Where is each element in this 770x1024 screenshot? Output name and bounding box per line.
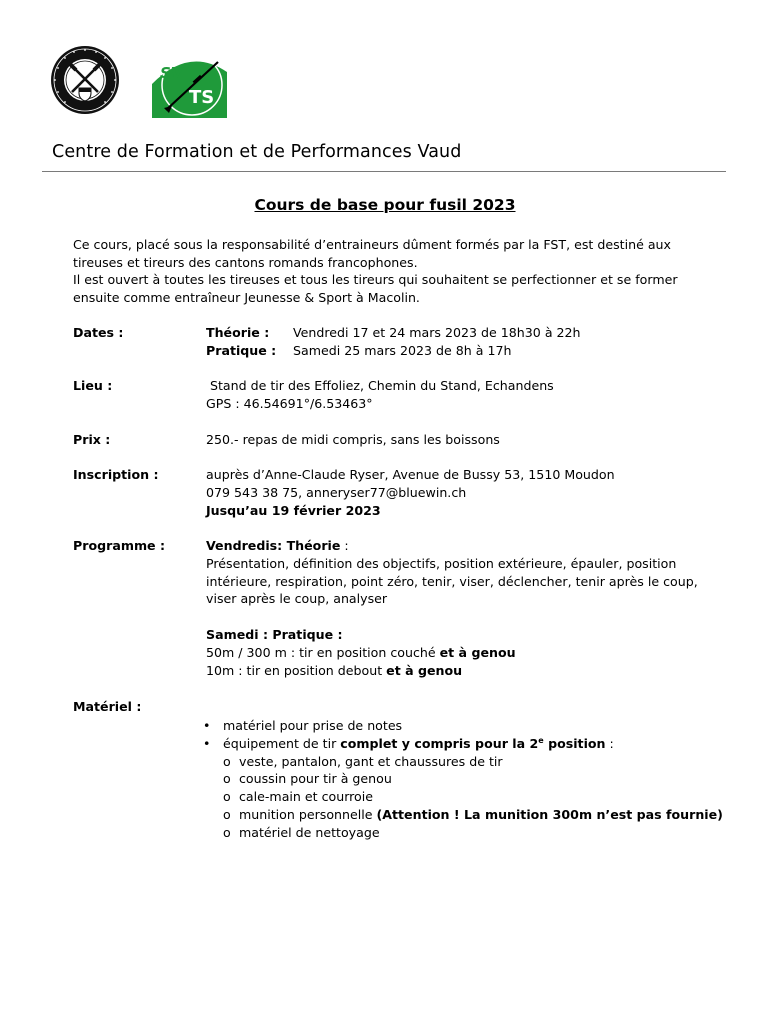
equipement-colon: : [605, 735, 614, 751]
inscription-value [206, 466, 615, 519]
societe-vaudoise-carabiniers-seal-logo [50, 44, 120, 116]
centre-title: Centre de Formation et de Performances Vaud [52, 142, 462, 162]
list-item [223, 806, 723, 824]
intro-paragraph-1: Ce cours, placé sous la responsabilité d’entraineurs dûment formés par la FST, est destiné aux tireuses et tireurs des cantons romands francophones. [73, 237, 671, 270]
equipement-superscript: e [538, 735, 544, 745]
list-item: o cale-main et courroie [223, 788, 723, 806]
list-item: o veste, pantalon, gant et chaussures de tir [223, 753, 723, 771]
prix-text: 250.- repas de midi compris, sans les boissons [206, 432, 500, 447]
theorie-label: Théorie : [206, 325, 270, 340]
lieu-value [206, 377, 554, 413]
materiel-notes: matériel pour prise de notes [223, 718, 403, 733]
inscription-deadline: Jusqu’au 19 février 2023 [206, 502, 381, 518]
dates-label: Dates : [73, 325, 124, 340]
materiel-list [196, 717, 723, 842]
list-item [196, 735, 723, 842]
lieu-address: Stand de tir des Effoliez, Chemin du Stand, Echandens [210, 378, 554, 393]
equipement-sublist [223, 753, 723, 842]
vendredi-heading-colon: : [340, 538, 349, 553]
svts-logo [152, 48, 227, 118]
equipement-bold-position: position [543, 735, 606, 751]
svg-text:TS: TS [189, 87, 215, 108]
vendredi-line-1: Présentation, définition des objectifs, position extérieure, épauler, position [206, 555, 677, 571]
lieu-label: Lieu : [73, 378, 113, 393]
samedi-heading: Samedi : Pratique : [206, 627, 343, 643]
vendredi-line-3: viser après le coup, analyser [206, 591, 388, 607]
list-item: o matériel de nettoyage [223, 824, 723, 842]
vendredi-line-2: intérieure, respiration, point zéro, tenir, viser, déclencher, tenir après le coup, [206, 573, 698, 589]
programme-value [206, 537, 698, 680]
header-divider [42, 171, 726, 172]
munition-warning: (Attention ! La munition 300m n’est pas fournie) [376, 806, 723, 822]
samedi-line-1-bold: et à genou [439, 644, 516, 660]
list-item: o coussin pour tir à genou [223, 770, 723, 788]
inscription-address: auprès d’Anne-Claude Ryser, Avenue de Bussy 53, 1510 Moudon [206, 467, 615, 482]
document-title: Cours de base pour fusil 2023 [254, 196, 516, 214]
equipement-bold: complet y compris pour la 2 [340, 735, 539, 751]
pratique-value: Samedi 25 mars 2023 de 8h à 17h [293, 342, 512, 358]
samedi-line-2: 10m : tir en position debout [206, 662, 387, 678]
pratique-label: Pratique : [206, 342, 277, 358]
intro-text [73, 236, 713, 306]
munition-text: munition personnelle [239, 806, 377, 822]
programme-label: Programme : [73, 538, 166, 553]
prix-value [206, 431, 500, 449]
samedi-line-1: 50m / 300 m : tir en position couché [206, 644, 440, 660]
dates-value [206, 324, 581, 360]
inscription-label: Inscription : [73, 467, 159, 482]
inscription-contact: 079 543 38 75, anneryser77@bluewin.ch [206, 484, 467, 500]
vendredi-heading: Vendredis: Théorie [206, 538, 341, 553]
prix-label: Prix : [73, 432, 111, 447]
lieu-gps: GPS : 46.54691°/6.53463° [206, 395, 373, 411]
samedi-line-2-bold: et à genou [386, 662, 463, 678]
intro-paragraph-2: Il est ouvert à toutes les tireuses et tous les tireurs qui souhaitent se perfectionner et se former ensuite comme entraîneur Jeunesse & Sport à Macolin. [73, 272, 678, 305]
list-item [196, 717, 723, 735]
svg-text:SV: SV [160, 64, 183, 82]
theorie-value: Vendredi 17 et 24 mars 2023 de 18h30 à 22h [293, 325, 581, 340]
equipement-text: équipement de tir [223, 735, 341, 751]
materiel-label: Matériel : [73, 699, 142, 714]
